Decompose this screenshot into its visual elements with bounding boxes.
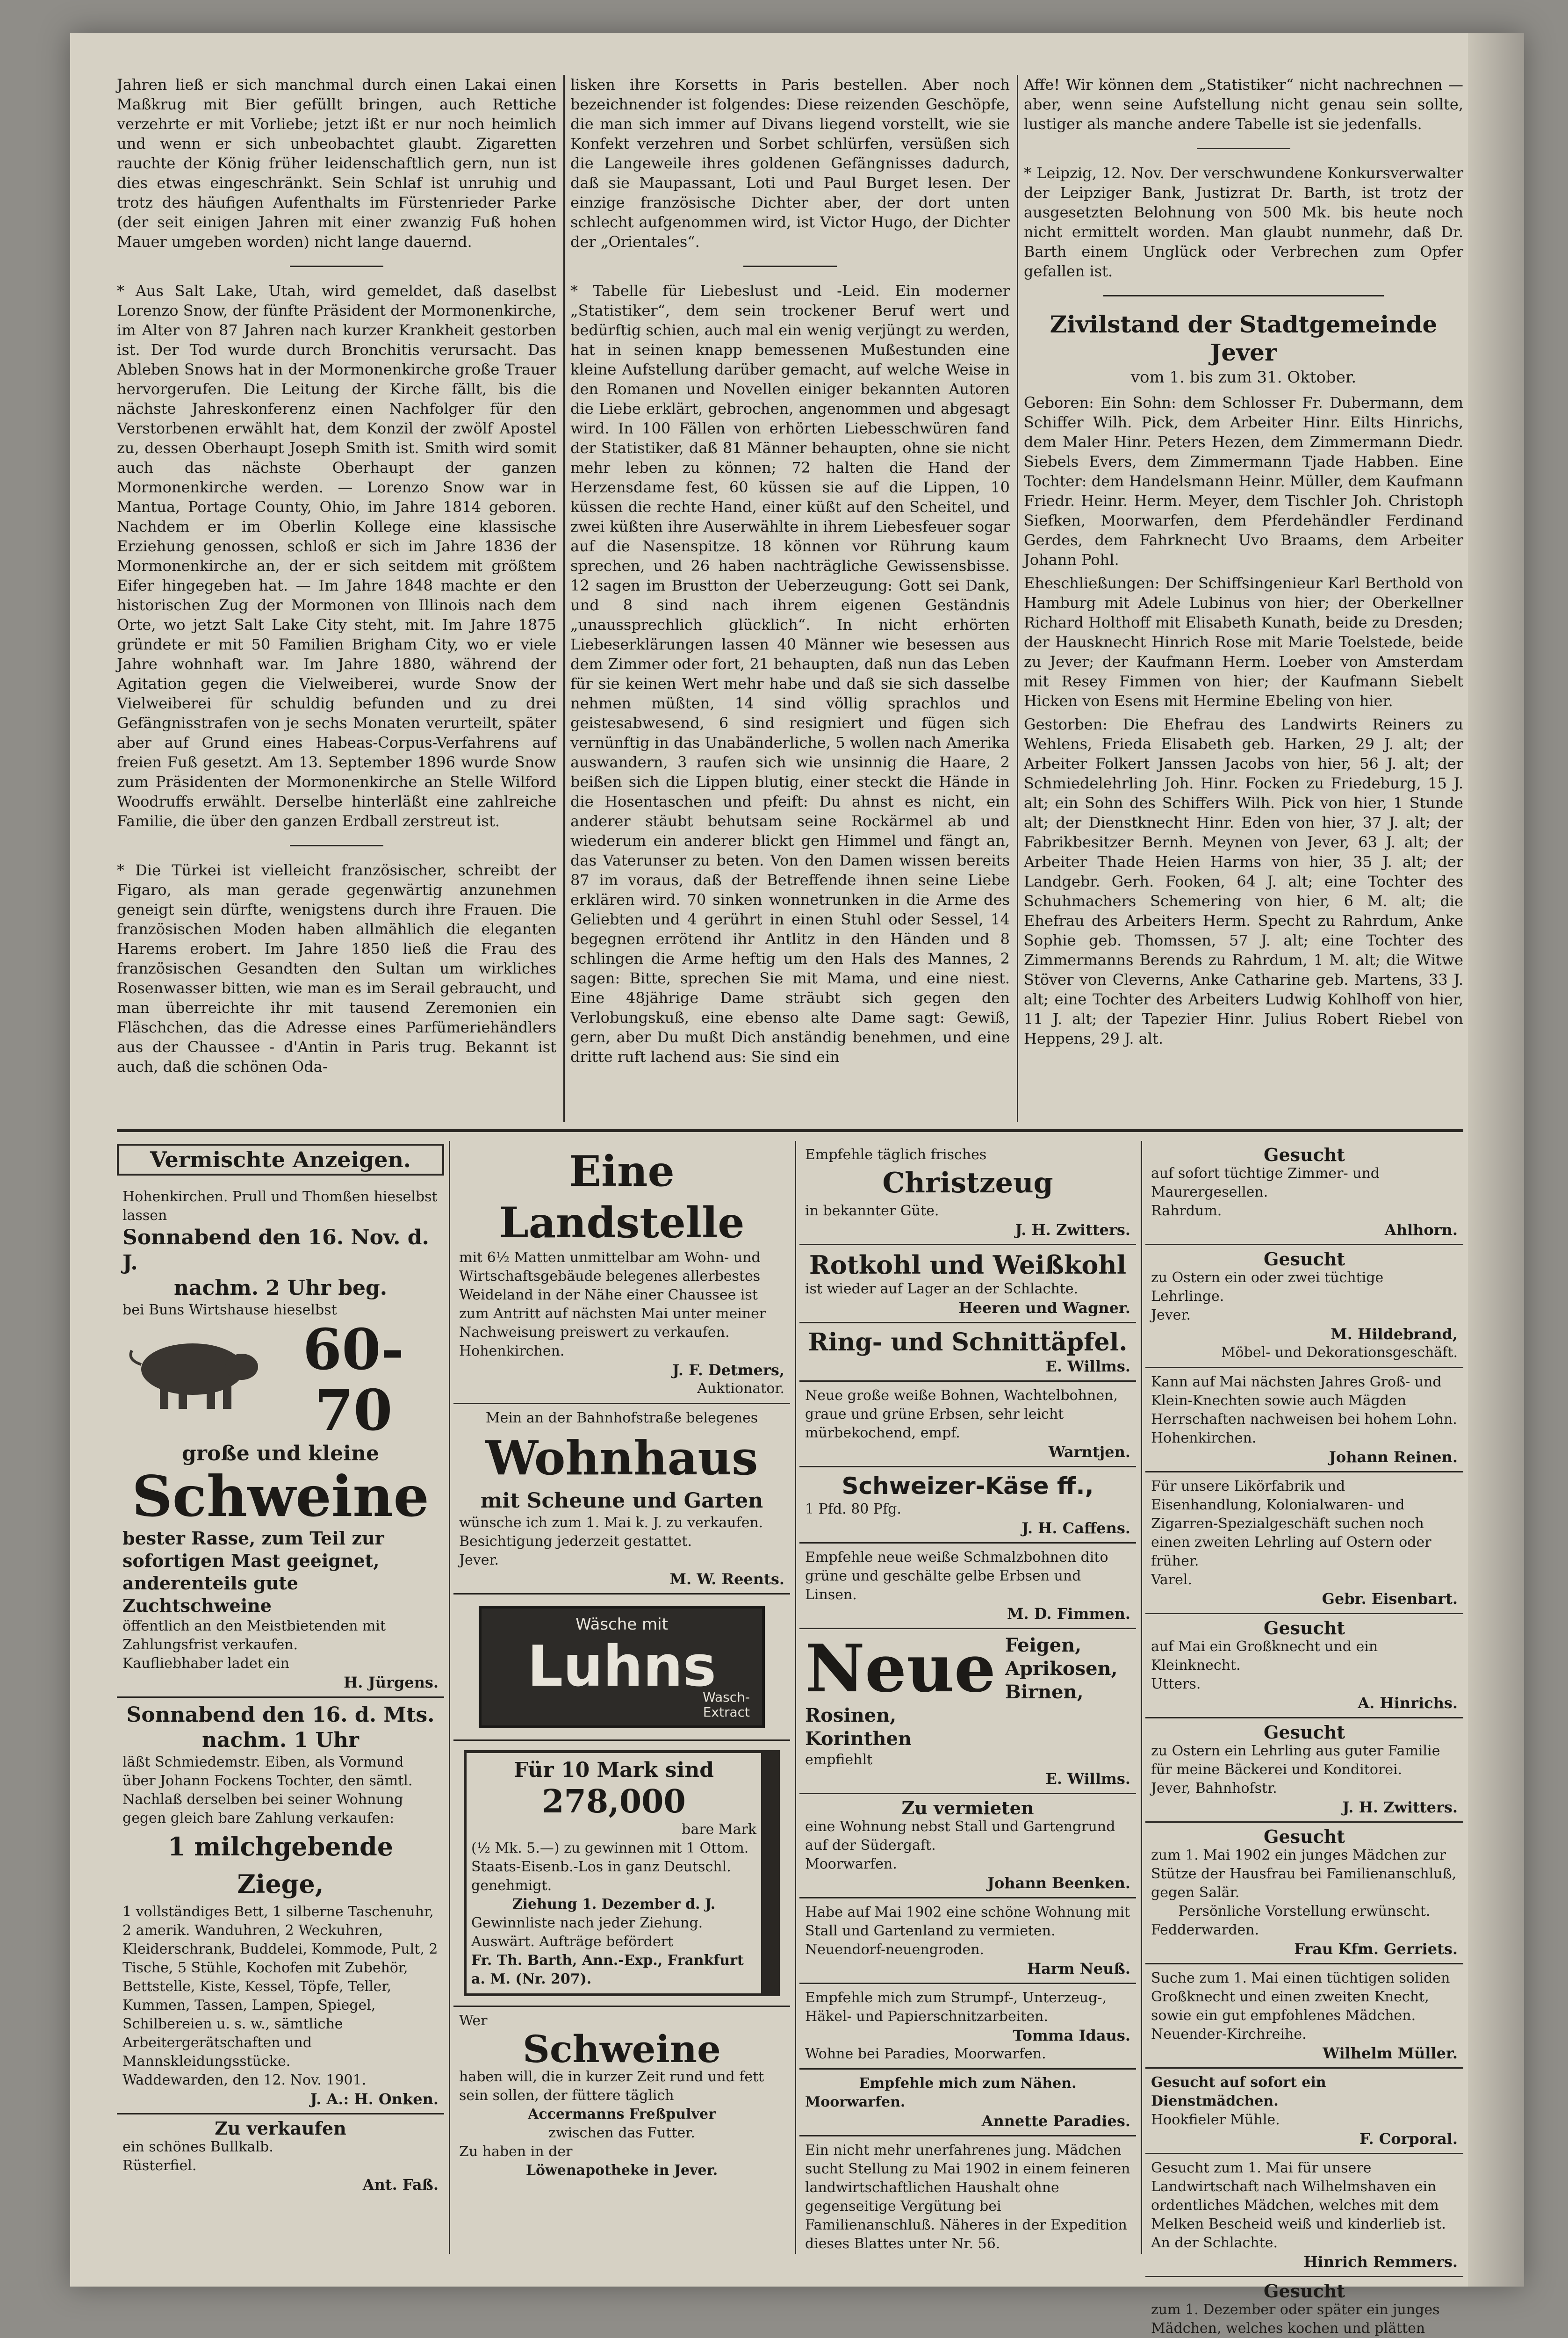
wanted-ad [1145, 1472, 1463, 1614]
ad-who: Wer [459, 2013, 488, 2029]
ad-place: Rahrdum. [1151, 1203, 1222, 1219]
ad-place: Fedderwarden. [1151, 1922, 1259, 1938]
column-rule [795, 1141, 796, 2254]
schweine-feed-ad [453, 2007, 790, 2185]
section-divider [743, 266, 837, 267]
ad-text: Empfehle mich zum Strumpf-, Unterzeug-, Häkel- und Papierschnitzarbeiten. [805, 1990, 1107, 2025]
ad-place: An der Schlachte. [1151, 2235, 1278, 2251]
ad-animal: Schweine [132, 1464, 429, 1530]
wanted-ad [1145, 1964, 1463, 2069]
maedchen-ad [799, 2136, 1136, 2258]
ad-place: Varel. [1151, 1572, 1193, 1588]
wanted-ad [1145, 1245, 1463, 1368]
ad-amount: 278,000 [542, 1783, 686, 1820]
ad-signature: Frau Kfm. Gerriets. [1294, 1940, 1458, 1958]
ad-desc: bester Rasse, zum Teil zur sofortigen Mast geeignet, anderenteils gute Zuchtschweine [122, 1528, 384, 1616]
article-paragraph: Jahren ließ er sich manchmal durch einen Lakai einen Maßkrug mit Bier gefüllt bringen, auch Rettiche verzehrte er mit Vorliebe; jetzt ißt er nur noch heimlich und wenn er sich unbeobachtet glaubt. Zigaretten rauchte der König früher leidenschaftlich gern, nun ist dies etwas eingeschränkt. Sein Schlaf ist unruhig und trotz des häufigen Aufenthalts im Fürstenrieder Parke (der seit einigen Jahren mit einer zwanzig Fuß hohen Mauer umgeben worden) nicht lange dauernd. [117, 76, 556, 251]
ad-price: 1 Pfd. 80 Pfg. [805, 1501, 901, 1517]
article-paragraph: lisken ihre Korsetts in Paris bestellen. Aber noch bezeichnender ist folgendes: Diese reizenden Geschöpfe, die man sich immer auf Divans liegend vorstellt, wie sie Konfekt verzehren und Sorbet schlürfen, versüßen sich die Langeweile ihres goldenen Gefängnisses dadurch, daß sie Maupassant, Loti und Paul Burget lesen. Der einzige französische Dichter aber, der dort unten schlecht aufgenommen wird, ist Victor Hugo, der Dichter der „Orientales“. [570, 76, 1010, 251]
column-rule [449, 1141, 450, 2254]
civil-register-title: Zivilstand der Stadtgemeinde Jever [1050, 310, 1438, 366]
neue-fruits-ad [799, 1629, 1136, 1794]
ad-signature: J. H. Zwitters. [1342, 1798, 1458, 1816]
ad-head: Zu vermieten [901, 1797, 1034, 1818]
ad-firm: Fr. Th. Barth, Ann.-Exp., Frankfurt a. M. (Nr. 207). [471, 1952, 744, 1987]
ad-place: Utters. [1151, 1676, 1201, 1692]
ad-place: Moorwarfen. [805, 1856, 897, 1872]
ad-text: Suche zum 1. Mai einen tüchtigen soliden Großknecht und einen zweiten Knecht, sowie ein gut empfohlenes Mädchen. [1151, 1970, 1450, 2024]
naehen-ad [799, 2070, 1136, 2136]
ad-text: auf Mai ein Großknecht und ein Kleinknecht. [1151, 1638, 1378, 1674]
ad-text: Hohenkirchen. Prull und Thomßen hieselbst lassen [122, 1189, 438, 1224]
ad-title: Schweizer-Käse ff., [842, 1472, 1094, 1500]
ad-list: Gewinnliste nach jeder Ziehung. Auswärt. Aufträge befördert [471, 1915, 703, 1950]
ad-text: (½ Mk. 5.—) zu gewinnen mit 1 Ottom. Staats-Eisenb.-Los in ganz Deutschl. genehmigt. [471, 1840, 749, 1894]
ad-place: Jever. [459, 1552, 499, 1568]
goat-sale-ad [117, 1698, 444, 2114]
ad-head: Zu verkaufen [215, 2118, 346, 2139]
ad-signature: Harm Neuß. [1027, 1960, 1130, 1977]
schmalz-ad [799, 1544, 1136, 1629]
ad-text: ist wieder auf Lager an der Schlachte. [805, 1281, 1079, 1297]
column-rule [563, 75, 565, 1122]
article-paragraph: * Leipzig, 12. Nov. Der verschwundene Konkursverwalter der Leipziger Bank, Justizrat Dr. Barth, ist trotz der ausgesetzten Belohnung von 500 Mk. bis heute noch nicht ermittelt worden. Man glaubt nunmehr, daß Dr. Barth einem Unglück oder Verbrechen zum Opfer gefallen ist. [1024, 164, 1463, 280]
ad-text: Für unsere Likörfabrik und Eisenhandlung, Kolonialwaren- und Zigarren-Spezialgeschäft suchen noch einen zweiten Lehrling auf Ostern oder früher. [1151, 1478, 1431, 1569]
pig-sale-ad [117, 1183, 444, 1698]
ad-head: Gesucht [1264, 1722, 1345, 1743]
strumpf-ad [799, 1984, 1136, 2070]
ad-text: auf sofort tüchtige Zimmer- und Maurergesellen. [1151, 1165, 1380, 1200]
ads-column-3 [799, 1141, 1136, 2254]
ad-date: Sonnabend den 16. Nov. d. J. [122, 1226, 429, 1275]
ad-signature: Ant. Faß. [362, 2176, 439, 2194]
ad-text: läßt Schmiedemstr. Eiben, als Vormund über Johann Fockens Tochter, den sämtl. Nachlaß derselben bei seiner Wohnung gegen gleich bare Zahlung verkaufen: [122, 1754, 413, 1826]
wanted-ad [1145, 2154, 1463, 2277]
ad-text: eine Wohnung nebst Stall und Gartengrund auf der Südergaft. [805, 1818, 1115, 1854]
ad-place: Jever. [1151, 1307, 1191, 1323]
ringaepfel-ad [799, 1323, 1136, 1382]
advertisement-area [117, 1141, 1463, 2337]
ad-intro: Mein an der Bahnhofstraße belegenes [485, 1410, 758, 1426]
ads-divider [117, 1129, 1463, 1132]
ad-signature: Gebr. Eisenbart. [1322, 1590, 1458, 1608]
vermieten-ad [799, 1794, 1136, 1898]
ad-title: Rotkohl und Weißkohl [809, 1250, 1127, 1280]
fruit-item: Rosinen, [805, 1704, 897, 1726]
ad-extra: Wohne bei Paradies, Moorwarfen. [805, 2046, 1046, 2062]
ad-terms: öffentlich an den Meistbietenden mit Zahlungsfrist verkaufen. [122, 1618, 386, 1653]
ad-text: haben will, die in kurzer Zeit rund und fett sein sollen, der füttere täglich [459, 2069, 764, 2104]
ad-title: Christzeug [882, 1167, 1053, 1199]
ad-product: Accermanns Freßpulver [528, 2106, 716, 2122]
ad-text: in bekannter Güte. [805, 1203, 939, 1219]
section-divider [1103, 295, 1384, 296]
ad-date: Sonnabend den 16. d. Mts. [126, 1703, 435, 1727]
luhns-logo [479, 1606, 765, 1728]
logo-top-text: Wäsche mit [575, 1615, 668, 1634]
ad-item: 1 milchgebende Ziege, [167, 1832, 394, 1899]
ad-line: Für 10 Mark sind [514, 1758, 714, 1782]
ad-text: Neue große weiße Bohnen, Wachtelbohnen, graue und grüne Erbsen, sehr leicht mürbekochend, empf. [805, 1387, 1118, 1441]
ad-text: Ein nicht mehr unerfahrenes jung. Mädchen sucht Stellung zu Mai 1902 in einem feineren landwirtschaftlichen Haushalt ohne gegenseitige Vergütung bei Familienanschluß. Näheres in der Expedition dieses Blattes unter Nr. 56. [805, 2142, 1130, 2252]
ad-signature: E. Willms. [1045, 1770, 1130, 1788]
ad-size: große und kleine [182, 1442, 379, 1465]
ad-text: zum 1. Dezember oder später ein junges Mädchen, welches kochen und plätten [1151, 2302, 1440, 2337]
ad-text: Empfehle mich zum Nähen. [859, 2075, 1077, 2092]
ad-signature: M. D. Fimmen. [1007, 1605, 1130, 1623]
lottery-box [464, 1750, 780, 1996]
column-rule [1141, 1141, 1142, 2254]
fruit-item: Aprikosen, [1005, 1658, 1118, 1680]
ad-text: mit 6½ Matten unmittelbar am Wohn- und Wirtschaftsgebäude belegenes allerbestes Weideland in der Nähe einer Chaussee ist zum Antritt auf nächsten Mai unter meiner Nachweisung preiswert zu verkaufen. [459, 1249, 766, 1341]
civil-register-entry: Eheschließungen: Der Schiffsingenieur Karl Berthold von Hamburg mit Adele Lubinus von hier; der Oberkellner Richard Holthoff mit Elisabeth Kunath, beide zu Dresden; der Hausknecht Hinrich Rose mit Marie Toelstede, beide zu Jever; der Kaufmann Herm. Loeber von Amsterdam mit Resey Fimmen von hier; der Kaufmann Siebelt Hicken von Esens mit Hermine Ebeling von hier. [1024, 574, 1463, 710]
ad-text: wünsche ich zum 1. Mai k. J. zu verkaufen. Besichtigung jederzeit gestattet. [459, 1515, 763, 1550]
logo-sub [703, 1690, 750, 1720]
pig-illustration [122, 1322, 263, 1416]
ads-section-header: Vermischte Anzeigen. [117, 1144, 444, 1176]
ad-head: Gesucht [1264, 2280, 1345, 2302]
article-paragraph: Affe! Wir können dem „Statistiker“ nicht nachrechnen — aber, wenn seine Aufstellung nicht genau sein sollte, lustiger als manche andere Tabelle ist sie jedenfalls. [1024, 76, 1463, 133]
ad-title: Wohnhaus [485, 1430, 758, 1486]
ad-signature: J. H. Zwitters. [1015, 1221, 1130, 1239]
ad-signature: J. F. Detmers, [672, 1361, 784, 1379]
wanted-ad [1145, 1141, 1463, 1245]
ad-note: Persönliche Vorstellung erwünscht. [1178, 1903, 1431, 1919]
wanted-ad [1145, 2069, 1463, 2154]
wanted-ad [1145, 1718, 1463, 1823]
wohnung-ad [799, 1898, 1136, 1984]
ad-text: ein schönes Bullkalb. [122, 2139, 273, 2155]
ad-time: nachm. 1 Uhr [202, 1728, 359, 1752]
ad-text: empfiehlt [805, 1752, 873, 1768]
ad-place: Jever, Bahnhofstr. [1151, 1780, 1277, 1797]
rotkohl-ad [799, 1245, 1136, 1323]
ad-draw: Ziehung 1. Dezember d. J. [512, 1896, 716, 1912]
ad-place: Hookfieler Mühle. [1151, 2112, 1280, 2128]
wohnhaus-ad [453, 1404, 790, 1595]
civil-register-subtitle: vom 1. bis zum 31. Oktober. [1130, 368, 1357, 387]
ad-place: Neuender-Kirchreihe. [1151, 2026, 1307, 2042]
ad-signature: Johann Beenken. [987, 1874, 1130, 1892]
wanted-ad [1145, 1368, 1463, 1472]
bohnen-ad [799, 1382, 1136, 1467]
section-divider [290, 266, 383, 267]
ad-signature: Tomma Idaus. [1013, 2027, 1130, 2044]
ad-at: Zu haben in der [459, 2143, 573, 2160]
ad-place: bei Buns Wirtshause hieselbst [122, 1302, 337, 1318]
ad-head: Gesucht [1264, 1144, 1345, 1165]
article-paragraph: * Die Türkei ist vielleicht französischer, schreibt der Figaro, als man gerade gegenwärtig anzunehmen geneigt sein dürfte, wenigstens durch ihre Frauen. Die französischen Moden haben allmählich die eleganten Harems erobert. Im Jahre 1850 ließ die Frau des französischen Gesandten den Sultan um wirkliches Rosenwasser bitten, wie man es im Serail gebraucht, und man überreichte ihr mit tausend Zeremonien ein Fläschchen, das die Adresse eines Parfümeriehändlers aus der Chaussee - d'Antin in Paris trug. Bekannt ist auch, daß die schönen Oda- [117, 861, 556, 1075]
lottery-ad [453, 1741, 790, 2007]
ad-shop: Löwenapotheke in Jever. [525, 2162, 718, 2179]
ad-signature: Wilhelm Müller. [1323, 2044, 1458, 2062]
ad-between: zwischen das Futter. [548, 2125, 695, 2141]
ad-signature: M. Hildebrand, [1331, 1325, 1458, 1343]
ad-invite: Kaufliebhaber ladet ein [122, 1655, 289, 1672]
ad-place: Hohenkirchen. [1151, 1430, 1257, 1446]
ad-signature: J. A.: H. Onken. [310, 2090, 439, 2108]
ad-text: Empfehle neue weiße Schmalzbohnen dito grüne und geschälte gelbe Erbsen und Linsen. [805, 1549, 1108, 1603]
article-paragraph: * Tabelle für Liebeslust und -Leid. Ein moderner „Statistiker“, dem sein trockener Beruf wert und bedürftig schien, auch mal ein wenig verjüngt zu werden, hat in seinen knapp bemessenen Mußestunden eine kleine Aufstellung darüber gemacht, auf welche Weise in den Romanen und Novellen einiger bekannten Autoren die Liebe erklärt, gebrochen, angenommen und abgesagt wird. In 100 Fällen von erhörten Liebesschwüren fand der Statistiker, daß 81 Männer behaupten, ohne sie nicht mehr leben zu können; 72 halten die Hand der Herzensdame fest, 60 küssen sie auf die Lippen, 10 küssen die rechte Hand, einer küßt auf den Scheitel, und zwei küßten ihre Auserwählte in ihrem Liebesfeuer sogar auf die Nasenspitze. 18 können vor Rührung kaum sprechen, und 26 haben nachträgliche Gewissensbisse. 12 sagen im Brustton der Ueberzeugung: Gott sei Dank, und 8 sind nach ihrem eigenen Geständnis „unaussprechlich glücklich“. In nicht erhörten Liebeserklärungen lassen 40 Männer wie besessen aus dem Zimmer oder fort, 21 behaupten, daß nun das Leben für sie keinen Wert mehr habe und daß sie sich dasselbe nehmen müßten, 14 sind völlig sprachlos und geistesabwesend, 6 sind resigniert und fügen sich vernünftig in das Unabänderliche, 5 wollen nach Amerika auswandern, 3 raufen sich wie unsinnig die Haare, 2 beißen sich die Lippen blutig, einer steckt die Hände in die Hosentaschen und pfeift: Du ahnst es nicht, ein anderer stäubt behutsam seine Rockärmel ab und wiederum ein anderer blickt gen Himmel und fängt an, das Vaterunser zu beten. Von den Damen wissen bereits 87 im voraus, daß der Betreffende ihnen seine Liebe erklären wird. 70 sinken wonnetrunken in die Arme des Geliebten und 4 gerührt in einen Stuhl oder Sessel, 14 begegnen errötend ihr Antlitz in den Händen und 8 schlingen die Arme heftig um den Hals des Mannes, 2 sagen: Bitte, sprechen Sie mit Mama, und eine niest. Eine 48jährige Dame sträubt sich gegen den Verlobungskuß, eine ebenso alte Dame sagt: Gewiß, gern, aber Du mußt Dich anständig benehmen, und eine dritte ruft lachend aus: Sie sind ein [570, 282, 1010, 1066]
ad-signature: Ahlhorn. [1384, 1221, 1458, 1239]
ad-text: Gesucht zum 1. Mai für unsere Landwirtschaft nach Wilhelmshaven ein ordentliches Mädchen, welches mit dem Melken Bescheid weiß und kinderlieb ist. [1151, 2160, 1446, 2232]
ad-title: Eine Landstelle [499, 1147, 745, 1248]
ad-subtitle: mit Scheune und Garten [480, 1489, 763, 1513]
ad-signature: A. Hinrichs. [1358, 1694, 1458, 1712]
ad-text: Habe auf Mai 1902 eine schöne Wohnung mit Stall und Gartenland zu vermieten. [805, 1904, 1130, 1939]
section-divider [290, 845, 383, 846]
wanted-ad [1145, 1823, 1463, 1964]
ad-place: Rüsterfiel. [122, 2158, 197, 2174]
ad-role: Möbel- und Dekorationsgeschäft. [1221, 1344, 1458, 1361]
ad-title: Neue [805, 1631, 996, 1707]
ads-column-1 [117, 1141, 444, 2254]
ad-line: bare Mark [682, 1821, 756, 1838]
calf-sale-ad [117, 2114, 444, 2199]
ad-signature: M. W. Reents. [669, 1570, 784, 1588]
ad-intro: Empfehle täglich frisches [805, 1147, 987, 1163]
ad-signature: J. H. Caffens. [1021, 1519, 1130, 1537]
civil-register-entry: Gestorben: Die Ehefrau des Landwirts Reiners zu Wehlens, Frieda Elisabeth geb. Harken, 29 J. alt; der Arbeiter Folkert Janssen Jacobs von hier, 56 J. alt; der Schmiedelehrling Joh. Hinr. Focken zu Friedeburg, 15 J. alt; ein Sohn des Schiffers Wilh. Pick von hier, 1 Stunde alt; der Dienstknecht Hinr. Eden von hier, 37 J. alt; der Fabrikbesitzer Bernh. Meynen von Jever, 63 J. alt; der Arbeiter Thade Heien Harms von hier, 35 J. alt; der Landgebr. Gerh. Fooken, 64 J. alt; eine Tochter des Schuhmachers Schemering von hier, 6 M. alt; die Ehefrau des Arbeiters Herm. Specht zu Rahrdum, Anke Sophie geb. Thomssen, 57 J. alt; eine Tochter des Zimmermanns Berends zu Rahrdum, 1 M. alt; die Witwe Stöver von Cleverns, Anke Catharine geb. Martens, 33 J. alt; eine Tochter des Arbeiters Ludwig Kohlhoff von hier, 11 J. alt; der Tapezier Hinr. Julius Robert Riebel von Heppens, 29 J. alt. [1024, 715, 1463, 1047]
fruit-item: Birnen, [1005, 1681, 1084, 1703]
ad-place: Waddewarden, den 12. Nov. 1901. [122, 2072, 367, 2088]
ad-signature: Hinrich Remmers. [1303, 2253, 1458, 2271]
logo-brand: Luhns [527, 1634, 717, 1699]
newspaper-page [70, 33, 1524, 2337]
ads-column-2 [453, 1141, 790, 2254]
ad-signature: Heeren und Wagner. [958, 1299, 1130, 1317]
column-rule [1017, 75, 1018, 1122]
luhns-ad [453, 1595, 790, 1741]
section-divider [1197, 148, 1290, 149]
article-paragraph: * Aus Salt Lake, Utah, wird gemeldet, daß daselbst Lorenzo Snow, der fünfte Präsident der Mormonenkirche, im Alter von 87 Jahren nach kurzer Krankheit gestorben ist. Der Tod wurde durch Bronchitis verursacht. Das Ableben Snows hat in der Mormonenkirche große Trauer hervorgerufen. Die Leitung der Kirche fällt, bis die nächste Jahreskonferenz einen Nachfolger für den Verstorbenen erwählt hat, dem Konzil der zwölf Apostel zu, dessen Oberhaupt Joseph Smith ist. Smith wird somit auch das nächste Oberhaupt der ganzen Mormonenkirche werden. — Lorenzo Snow war in Mantua, Portage County, Ohio, im Jahre 1814 geboren. Nachdem er im Oberlin Kollege eine klassische Erziehung genossen, schloß er sich im Jahre 1836 der Mormonenkirche an, der er sich seitdem mit größtem Eifer hingegeben hat. — Im Jahre 1848 machte er den historischen Zug der Mormonen von Illinois nach dem Orte, wo jetzt Salt Lake City steht, mit. Im Jahre 1875 gründete er mit 50 Familien Brigham City, wo er viele Jahre wohnhaft war. Im Jahre 1880, während der Agitation gegen die Vielweiberei, wurde Snow der Vielweiberei für schuldig befunden und zu drei Gefängnisstrafen von je sechs Monaten verurteilt, später aber auf Grund eines Habeas-Corpus-Verfahrens auf freien Fuß gesetzt. Am 13. September 1896 wurde Snow zum Präsidenten der Mormonenkirche an Stelle Wilford Woodruffs erwählt. Derselbe hinterläßt eine zahlreiche Familie, die über den ganzen Erdball zerstreut ist. [117, 282, 556, 830]
ad-signature: Johann Reinen. [1329, 1448, 1458, 1466]
ad-signature: Annette Paradies. [981, 2112, 1130, 2130]
fruit-item: Feigen, [1005, 1634, 1082, 1656]
logo-sub-1: Wasch- [703, 1689, 750, 1705]
ad-signature: Warntjen. [1048, 1443, 1130, 1461]
ad-place: Moorwarfen. [805, 2094, 906, 2110]
landstelle-ad [453, 1141, 790, 1404]
ad-list: 1 vollständiges Bett, 1 silberne Taschenuhr, 2 amerik. Wanduhren, 2 Weckuhren, Kleiderschrank, Buddelei, Kommode, Pult, 2 Tische, 5 Stühle, Kochofen mit Zubehör, Bettstelle, Kiste, Kessel, Töpfe, Teller, Kummen, Tassen, Lampen, Spiegel, Schilbereien u. s. w., sämtliche Arbeitergerätschaften und Mannskleidungsstücke. [122, 1904, 438, 2070]
ad-signature: E. Willms. [1045, 1357, 1130, 1375]
ad-count: 60-70 [302, 1317, 404, 1443]
ad-text: Kann auf Mai nächsten Jahres Groß- und Klein-Knechten sowie auch Mägden Herrschaften nachweisen bei hohem Lohn. [1151, 1374, 1457, 1428]
ad-signature: F. Corporal. [1359, 2130, 1458, 2148]
wanted-ad [1145, 2277, 1463, 2338]
ad-head: Gesucht [1264, 1826, 1345, 1847]
ad-place: Hohenkirchen. [459, 1343, 565, 1359]
wanted-ad [1145, 1614, 1463, 1718]
ad-head: Gesucht [1264, 1248, 1345, 1270]
article-column-3 [1024, 75, 1463, 1122]
christzeug-ad [799, 1141, 1136, 1245]
ads-column-4 [1145, 1141, 1463, 2337]
ad-signature: H. Jürgens. [344, 1674, 439, 1691]
binding-edge [1468, 33, 1524, 2287]
ad-head: Gesucht [1264, 1617, 1345, 1638]
ad-title: Schweine [523, 2027, 721, 2071]
ad-title: Ring- und Schnittäpfel. [808, 1328, 1128, 1357]
ad-text: zum 1. Mai 1902 ein junges Mädchen zur Stütze der Hausfrau bei Familienanschluß, gegen Salär. [1151, 1847, 1457, 1901]
ad-text: Gesucht auf sofort ein Dienstmädchen. [1151, 2074, 1326, 2109]
fruit-item: Korinthen [805, 1728, 912, 1750]
ad-text: zu Ostern ein Lehrling aus guter Familie für meine Bäckerei und Konditorei. [1151, 1743, 1440, 1778]
article-area [117, 75, 1463, 1122]
logo-sub-2: Extract [703, 1704, 750, 1720]
ad-text: zu Ostern ein oder zwei tüchtige Lehrlinge. [1151, 1270, 1384, 1305]
kaese-ad [799, 1467, 1136, 1544]
ad-time: nachm. 2 Uhr beg. [173, 1276, 388, 1300]
civil-register-entry: Geboren: Ein Sohn: dem Schlosser Fr. Dubermann, dem Schiffer Wilh. Pick, dem Arbeiter Hinr. Eilts Hinrichs, dem Maler Hinr. Peters Hezen, dem Zimmermann Diedr. Siebels Evers, dem Zimmermann Tjade Habben. Eine Tochter: dem Handelsmann Heinr. Müller, dem Kaufmann Friedr. Heinr. Herm. Meyer, dem Tischler Joh. Christoph Siefken, Moorwarfen, dem Pferdehändler Ferdinand Gerdes, dem Fahrknecht Uvo Braams, dem Arbeiter Johann Pohl. [1024, 394, 1463, 569]
article-column-2 [570, 75, 1010, 1122]
article-column-1 [117, 75, 556, 1122]
ad-role: Auktionator. [697, 1380, 784, 1397]
ad-place: Neuendorf-neuengroden. [805, 1941, 985, 1958]
